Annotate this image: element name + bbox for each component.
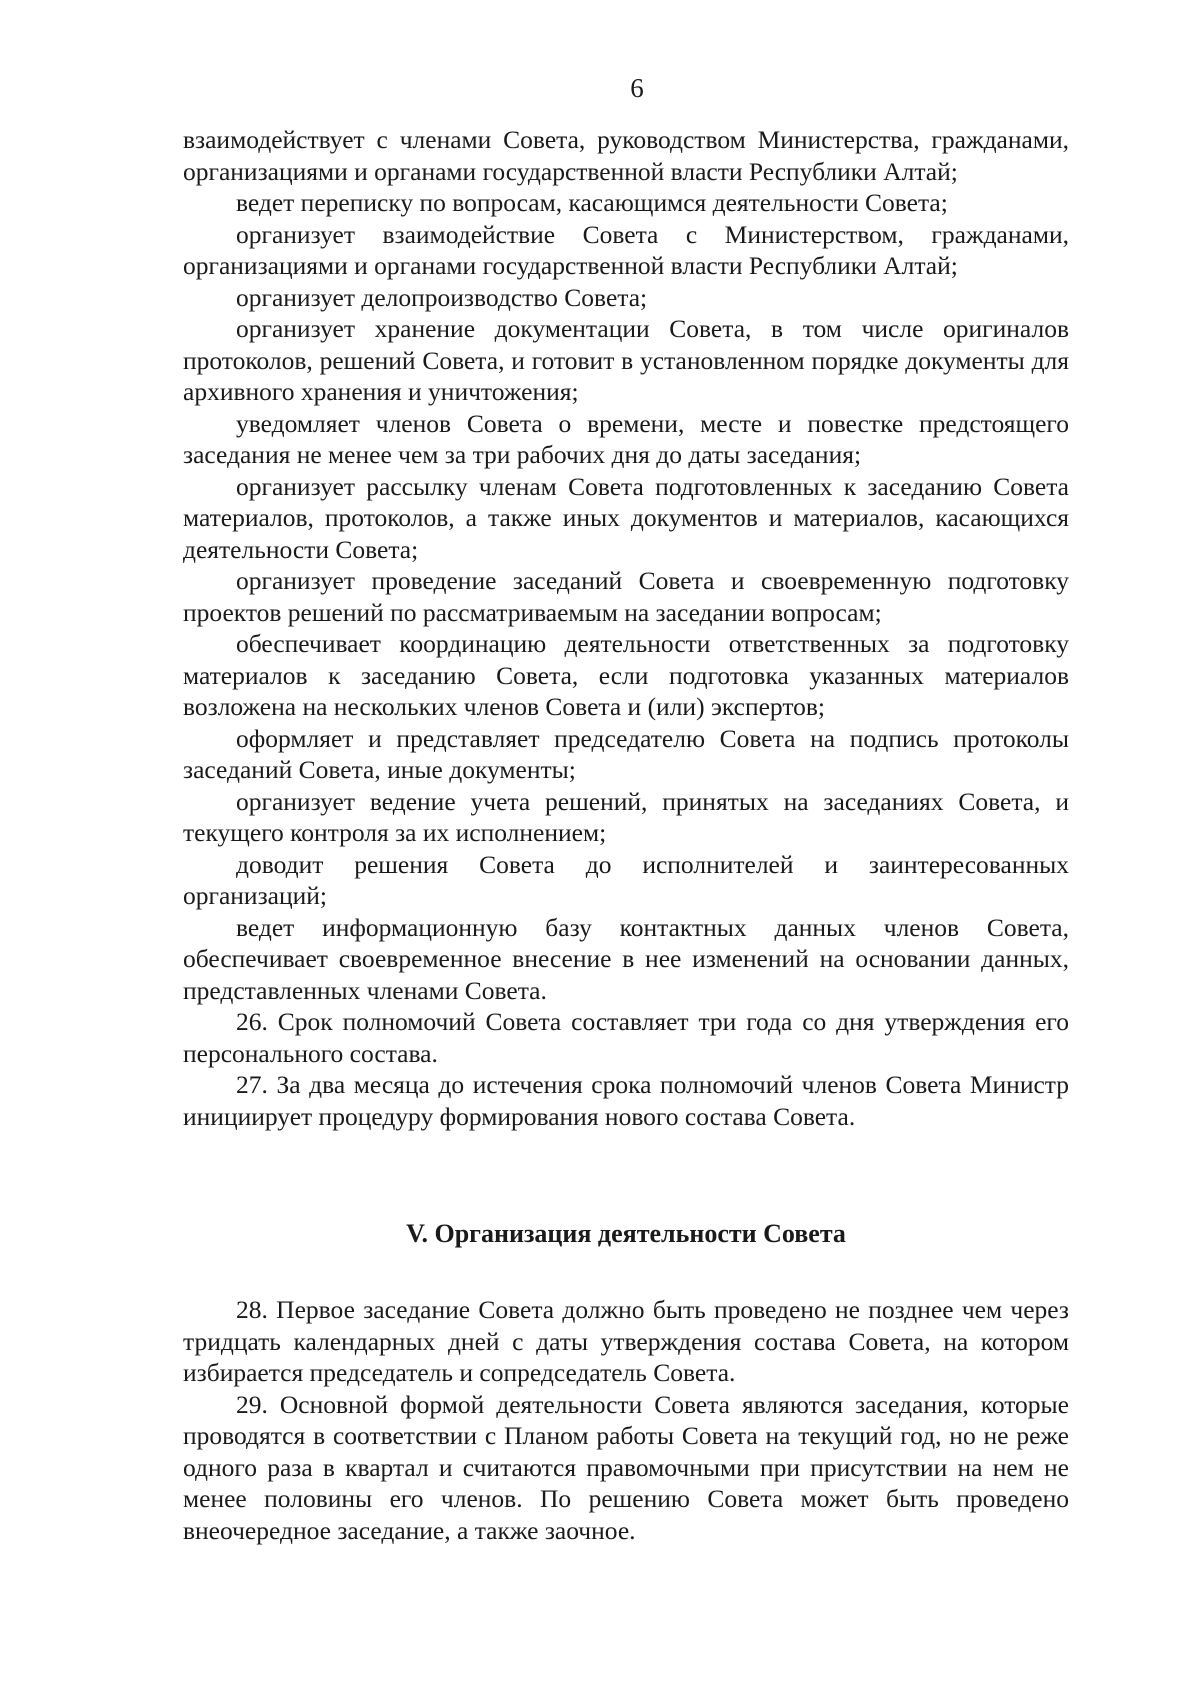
paragraph: ведет информационную базу контактных данных членов Совета, обеспечивает своевременное внесение в нее изменений на основании данных, представленных членами Совета. — [183, 912, 1069, 1005]
paragraph: ведет переписку по вопросам, касающимся деятельности Совета; — [236, 188, 948, 217]
paragraph: обеспечивает координацию деятельности ответственных за подготовку материалов к заседанию Совета, если подготовка указанных материалов возложена на нескольких членов Совета и (или) экспертов; — [183, 629, 1069, 721]
document-body-top — [183, 124, 1069, 1132]
paragraph: организует рассылку членам Совета подготовленных к заседанию Совета материалов, протоколов, а также иных документов и материалов, касающихся деятельности Совета; — [183, 471, 1069, 564]
paragraph: организует взаимодействие Совета с Министерством, гражданами, организациями и органами государственной власти Республики Алтай; — [183, 219, 1069, 280]
paragraph: доводит решения Совета до исполнителей и заинтересованных организаций; — [183, 849, 1069, 910]
page-number: 6 — [630, 73, 644, 103]
paragraph: оформляет и представляет председателю Совета на подпись протоколы заседаний Совета, иные документы; — [183, 723, 1069, 784]
paragraph: взаимодействует с членами Совета, руководством Министерства, гражданами, организациями и органами государственной власти Республики Алтай; — [183, 125, 1069, 186]
paragraph: организует проведение заседаний Совета и своевременную подготовку проектов решений по рассматриваемым на заседании вопросам; — [183, 566, 1069, 627]
section-heading: V. Организация деятельности Совета — [406, 1219, 846, 1248]
paragraph-clause-26: 26. Срок полномочий Совета составляет три года со дня утверждения его персонального состава. — [183, 1007, 1069, 1068]
paragraph: организует хранение документации Совета, в том числе оригиналов протоколов, решений Совета, и готовит в установленном порядке документы для архивного хранения и уничтожения; — [183, 314, 1069, 406]
paragraph: организует делопроизводство Совета; — [236, 282, 648, 312]
paragraph: организует ведение учета решений, принятых на заседаниях Совета, и текущего контроля за их исполнением; — [183, 786, 1069, 847]
paragraph-clause-29: 29. Основной формой деятельности Совета являются заседания, которые проводятся в соответствии с Планом работы Совета на текущий год, но не реже одного раза в квартал и считаются правомочными при присутствии на нем не менее половины его членов. По решению Совета может быть проведено внеочередное заседание, а также заочное. — [183, 1389, 1069, 1545]
paragraph-clause-27: 27. За два месяца до истечения срока полномочий членов Совета Министр инициирует процедуру формирования нового состава Совета. — [183, 1070, 1069, 1131]
paragraph: уведомляет членов Совета о времени, месте и повестке предстоящего заседания не менее чем за три рабочих дня до даты заседания; — [183, 408, 1069, 469]
paragraph-clause-28: 28. Первое заседание Совета должно быть проведено не позднее чем через тридцать календарных дней с даты утверждения состава Совета, на котором избирается председатель и сопредседатель Совета. — [183, 1295, 1069, 1387]
document-body-bottom — [183, 1294, 1069, 1546]
